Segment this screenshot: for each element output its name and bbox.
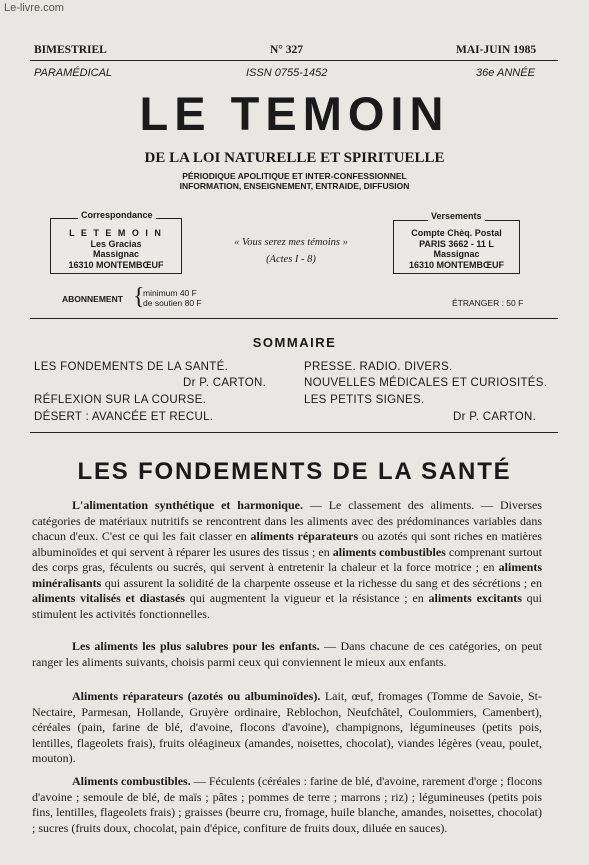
highlight-term: aliments minéralisants [32, 560, 542, 590]
correspondance-line: 16310 MONTEMBŒUF [68, 259, 164, 270]
frequency: BIMESTRIEL [34, 44, 107, 56]
article-paragraph [32, 498, 542, 622]
abonnement-rates [143, 288, 202, 308]
sommaire-rule [30, 432, 558, 433]
brace-glyph: { [133, 284, 145, 310]
paragraph-lead: Les aliments les plus salubres pour les enfants. [72, 639, 320, 653]
abonnement-etranger: ÉTRANGER : 50 F [452, 298, 524, 308]
toc-item-left: LES FONDEMENTS DE LA SANTÉ. [34, 361, 229, 373]
paragraph-text: qui assurent la solidité de la charpente osseuse et la richesse du sang et des sécrétions ; en [101, 575, 542, 590]
sommaire-title: SOMMAIRE [252, 335, 337, 350]
correspondance-line: Massignac [92, 249, 140, 259]
toc-item-right: PRESSE. RADIO. DIVERS. [304, 361, 453, 373]
article-paragraph [32, 774, 542, 836]
paragraph-text: comprenant surtout des corps gras, féculents ou sucrés, qui servent à entretenir la chaleur et la force motrice ; en [32, 544, 542, 574]
paragraph-text: — Le classement des aliments. — Diverses catégories de matériaux nutritifs se rencontrent dans les aliments avec des prédominances variables dans chacun d'eux. C'est ce qui les fait classer en [32, 498, 542, 543]
paragraph-text: qui augmentent la vigueur et la résistance ; en [184, 591, 429, 605]
versements-line: Compte Chèq. Postal [411, 228, 502, 238]
epigraph [196, 234, 386, 268]
correspondance-box [50, 218, 182, 274]
issue-date: MAI-JUIN 1985 [456, 44, 537, 56]
header-rule [30, 60, 558, 61]
toc-item-left: Dr P. CARTON. [183, 377, 267, 389]
versements-box [393, 220, 520, 274]
masthead-subtitle: DE LA LOI NATURELLE ET SPIRITUELLE [144, 150, 445, 166]
highlight-term: aliments réparateurs [250, 529, 359, 543]
highlight-term: aliments excitants [428, 591, 522, 605]
versements-line: PARIS 3662 - 11 L [419, 238, 494, 249]
masthead-title: LE TEMOIN [139, 87, 450, 140]
toc-item-left: DÉSERT : AVANCÉE ET RECUL. [34, 411, 214, 423]
paragraph-text: ou azotés qui sont riches en matières albuminoïdes et qui servent à réparer les usures des tissus ; en [32, 529, 542, 559]
paragraph-text: Lait, œuf, fromages (Tomme de Savoie, St-Nectaire, Parmesan, Hollande, Gruyère ordinaire, Reblochon, Neufchâtel, Coulommiers, Camenbert), céréales (pain, farine de blé, d'avoine, flocons d'avoine), champignons, légumineuses (petits pois, lentilles, flageolets frais), fruits oléagineux (amandes, noisettes, chocolat), viandes légères (veau, poulet, mouton). [32, 689, 542, 765]
description-line: PÉRIODIQUE APOLITIQUE ET INTER-CONFESSIONNEL [182, 171, 407, 181]
watermark: Le-livre.com [4, 2, 64, 14]
article-paragraph [32, 639, 542, 670]
masthead-description [0, 171, 589, 191]
correspondance-line: L E T E M O I N [69, 228, 163, 238]
toc-item-right: LES PETITS SIGNES. [304, 394, 425, 406]
paragraph-lead: Aliments combustibles. [72, 774, 191, 788]
toc-item-right: NOUVELLES MÉDICALES ET CURIOSITÉS. [304, 377, 548, 389]
versements-line: Massignac [433, 249, 480, 259]
epigraph-text: « Vous serez mes témoins » [234, 237, 348, 248]
abonnement-label: ABONNEMENT [62, 294, 123, 304]
versements-label: Versements [428, 211, 485, 221]
paragraph-lead: Aliments réparateurs (azotés ou albuminoïdes). [72, 689, 321, 703]
paragraph-text: qui stimulent les activités fonctionnelles. [32, 591, 543, 621]
toc-item-right: Dr P. CARTON. [453, 411, 537, 423]
correspondance-label: Correspondance [78, 210, 156, 220]
correspondance-line: Les Gracias [90, 238, 142, 249]
highlight-term: aliments combustibles [332, 544, 446, 559]
description-line: INFORMATION, ENSEIGNEMENT, ENTRAIDE, DIFFUSION [179, 181, 410, 191]
abonnement-rule [30, 318, 558, 319]
article-paragraph [32, 689, 542, 767]
abonnement-minimum: minimum 40 F [143, 288, 197, 298]
versements-line: 16310 MONTEMBŒUF [408, 259, 505, 270]
issue-number: N° 327 [270, 44, 304, 56]
epigraph-reference: (Actes I - 8) [266, 254, 316, 265]
year: 36e ANNÉE [476, 67, 535, 79]
paragraph-text: — Dans chacune de ces catégories, on peut ranger les aliments suivants, choisis parmi ceux qui conviennent le mieux aux enfants. [32, 639, 542, 669]
paragraph-lead: L'alimentation synthétique et harmonique. [72, 498, 303, 512]
paragraph-text: — Féculents (céréales : farine de blé, d'avoine, rarement d'orge ; flocons d'avoine ; semoule de blé, de maïs ; pâtes ; pommes de terre ; marrons ; riz) ; légumineuses (petits pois fins, lentilles, flageolets frais) ; graisses (beurre cru, fromage, huile blanche, amandes, noisettes, chocolat) ; sucres (fruits doux, chocolat, pain d'épice, confiture de fruits doux, diluée en sauces). [32, 774, 542, 835]
category: PARAMÉDICAL [34, 67, 113, 79]
issn: ISSN 0755-1452 [246, 67, 328, 79]
highlight-term: aliments vitalisés et diastasés [32, 591, 185, 605]
article-title: LES FONDEMENTS DE LA SANTÉ [77, 458, 512, 485]
toc-item-left: RÉFLEXION SUR LA COURSE. [34, 394, 207, 406]
abonnement-soutien: de soutien 80 F [143, 298, 202, 308]
